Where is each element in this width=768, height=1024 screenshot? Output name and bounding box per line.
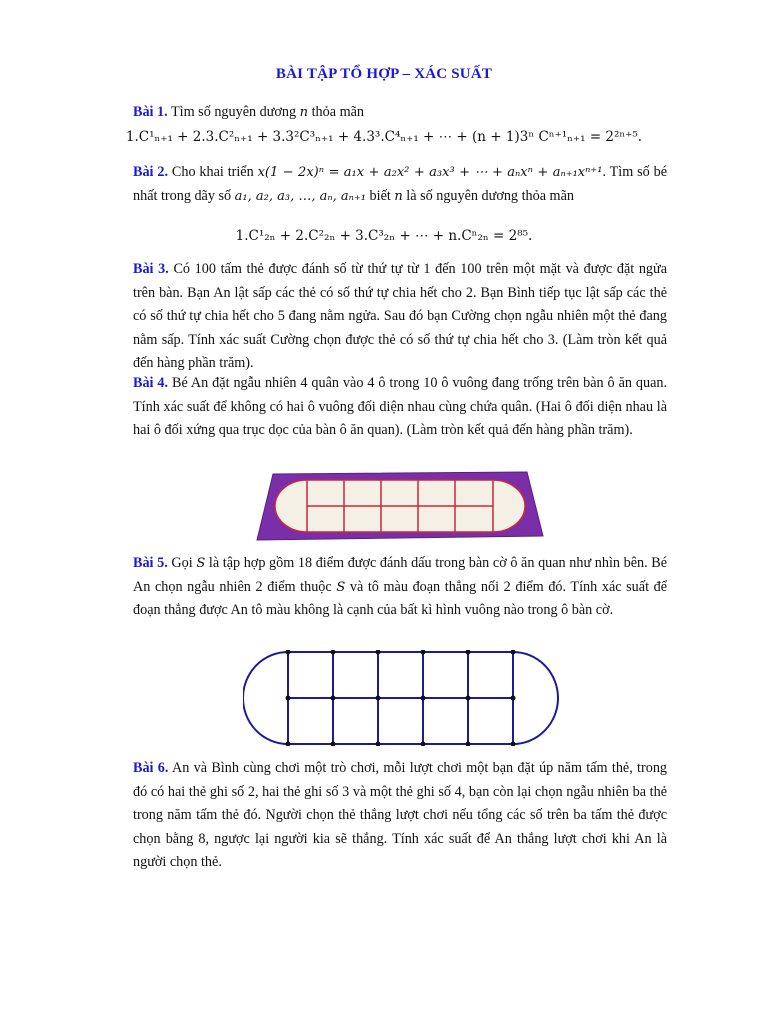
exercise-5-text-c: và tô màu đoạn thẳng nối 2 điểm đó. Tính xác suất để đoạn thẳng được An tô màu không là cạnh của bất kì hình vuông nào trong ô bàn cờ. xyxy=(133,578,668,618)
exercise-2-text-b: . Tìm số bé nhất trong dãy số xyxy=(133,164,668,204)
exercise-2-text-c: biết xyxy=(369,187,391,204)
exercise-1-equation xyxy=(0,129,768,146)
exercise-3-text: Có 100 tấm thẻ được đánh số từ thứ tự từ 1 đến 100 trên một mặt và được đặt ngửa trên bàn. Bạn An lật sấp các thẻ có số thứ tự chia hết cho 2. Bạn Bình tiếp tục lật sấp các thẻ có số thứ tự chia hết cho 5 đang nằm ngửa. Sau đó bạn Cường chọn ngẫu nhiên một thẻ đang nằm sấp. Tính xác suất Cường chọn được thẻ có số thứ tự chia hết cho 3. (Làm tròn kết quả đến hàng phần trăm). xyxy=(133,261,668,371)
exercise-2-equation xyxy=(0,228,768,245)
diagram-grid-lines xyxy=(288,652,513,744)
exercise-2-sequence: a₁, a₂, a₃, …, aₙ, aₙ₊₁ xyxy=(234,188,366,204)
exercise-5-var-s: S xyxy=(196,556,206,571)
exercise-3 xyxy=(133,258,667,376)
exercise-1-var-n: n xyxy=(299,105,309,120)
exercise-2-expansion: x(1 − 2x)ⁿ = a₁x + a₂x² + a₃x³ + ⋯ + aₙxⁿ + aₙ₊₁xⁿ⁺¹ xyxy=(257,165,603,180)
exercise-6-label: Bài 6. xyxy=(133,760,169,776)
exercise-2 xyxy=(133,161,667,208)
exercise-2-var-n: n xyxy=(394,188,403,204)
exercise-6 xyxy=(133,757,667,875)
exercise-1-label: Bài 1. xyxy=(133,104,168,120)
exercise-4 xyxy=(133,372,667,443)
exercise-5-var-s-2: S xyxy=(336,579,346,595)
exercise-5 xyxy=(133,552,667,623)
exercise-5-text-b: là tập hợp gồm 18 điểm được đánh dấu trong bàn cờ ô ăn quan như nhìn bên. Bé An chọn ngẫu nhiên 2 điểm thuộc xyxy=(133,555,668,595)
exercise-5-text-a: Gọi xyxy=(171,555,193,571)
exercise-3-label: Bài 3. xyxy=(133,261,169,277)
page-title: BÀI TẬP TỔ HỢP – XÁC SUẤT xyxy=(275,66,493,82)
exercise-1-text-b: thỏa mãn xyxy=(311,104,364,120)
o-an-quan-board-photo xyxy=(255,470,545,542)
exercise-2-text-a: Cho khai triển xyxy=(171,164,254,180)
exercise-1-equation-text: 1.C¹ₙ₊₁ + 2.3.C²ₙ₊₁ + 3.3²C³ₙ₊₁ + 4.3³.C⁴ₙ₊₁ + ⋯ + (n + 1)3ⁿ Cⁿ⁺¹ₙ₊₁ = 2²ⁿ⁺⁵. xyxy=(125,129,643,145)
exercise-5-label: Bài 5. xyxy=(133,555,168,571)
exercise-4-text: Bé An đặt ngẫu nhiên 4 quân vào 4 ô trong 10 ô vuông đang trống trên bàn ô ăn quan. Tính xác suất để không có hai ô vuông đối diện nhau cùng chứa quân. (Hai ô đối diện nhau là hai ô đối xứng qua trục dọc của bàn ô ăn quan). (Làm tròn kết quả đến hàng phần trăm). xyxy=(133,375,668,438)
exercise-2-text-d: là số nguyên dương thỏa mãn xyxy=(406,187,574,204)
exercise-6-text: An và Bình cùng chơi một trò chơi, mỗi lượt chơi một bạn đặt úp năm tấm thẻ, trong đó có hai thẻ ghi số 2, hai thẻ ghi số 3 và một thẻ ghi số 4, bạn còn lại chọn ngẫu nhiên ba thẻ trong năm tấm thẻ đó. Người chọn thẻ thắng lượt chơi nếu tổng các số trên ba tấm thẻ được chọn bằng 8, ngược lại người kia sẽ thắng. Tính xác suất để An thắng lượt chơi khi An là người chọn thẻ. xyxy=(133,760,668,870)
exercise-1 xyxy=(133,101,667,125)
exercise-2-equation-text: 1.C¹₂ₙ + 2.C²₂ₙ + 3.C³₂ₙ + ⋯ + n.Cⁿ₂ₙ = 2⁸⁵. xyxy=(235,228,533,244)
o-an-quan-grid-diagram xyxy=(243,650,559,746)
exercise-1-text-a: Tìm số nguyên dương xyxy=(170,104,297,120)
exercise-2-label: Bài 2. xyxy=(133,164,169,180)
exercise-4-label: Bài 4. xyxy=(133,375,169,391)
